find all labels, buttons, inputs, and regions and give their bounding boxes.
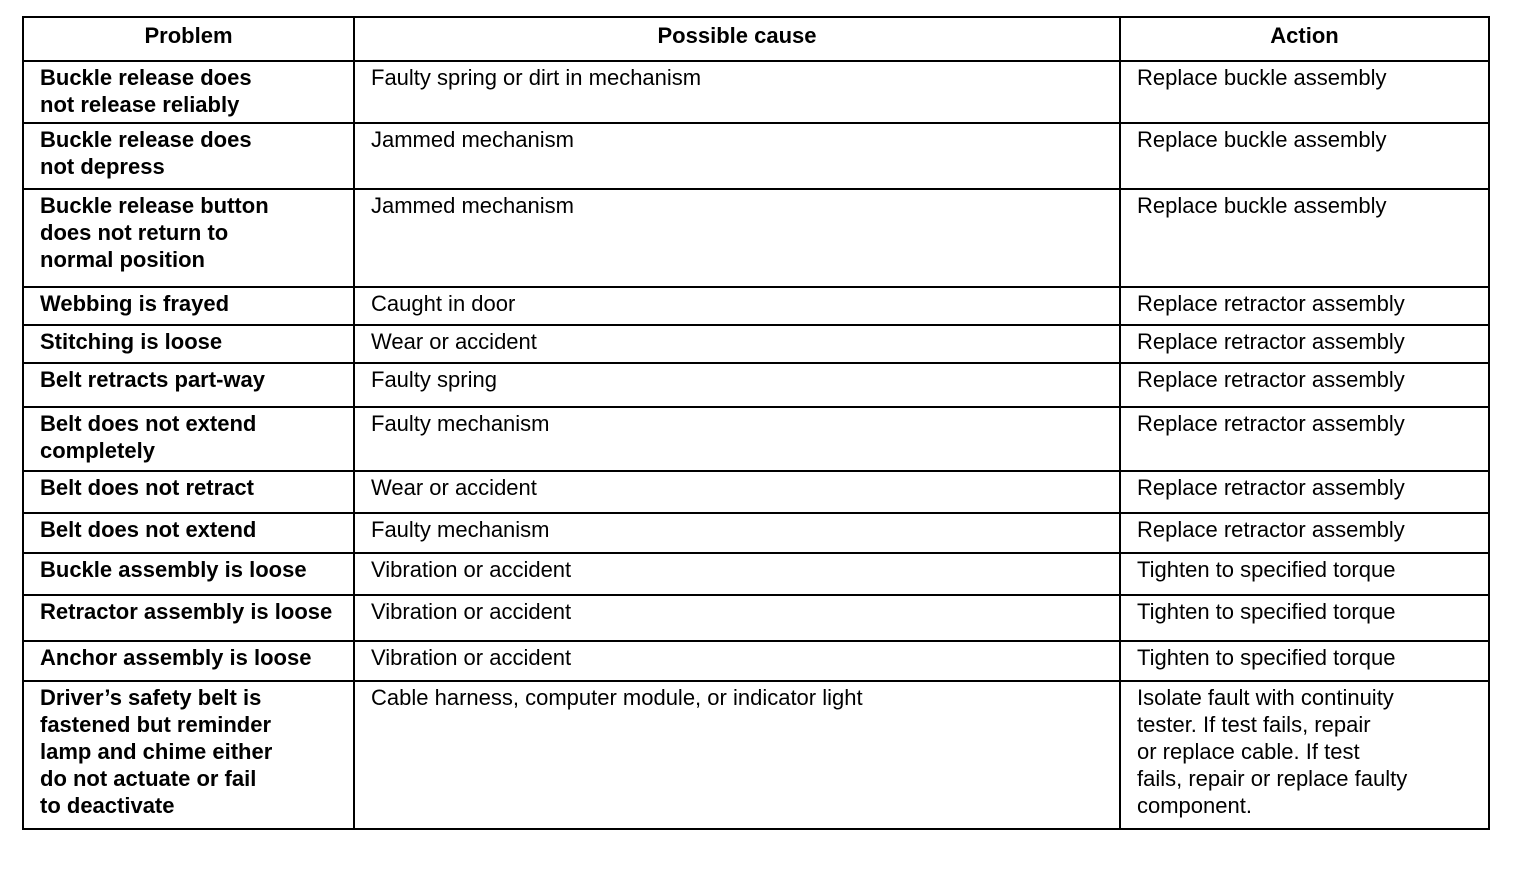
table-row — [23, 325, 1489, 363]
problem-text-line: lamp and chime either — [40, 739, 273, 764]
problem-text-line: Buckle release button — [40, 193, 269, 218]
table-row — [23, 61, 1489, 123]
action-cell — [1120, 123, 1489, 189]
problem-text-line: Retractor assembly is loose — [40, 599, 333, 624]
cause-text-line: Wear or accident — [371, 329, 537, 354]
action-text-line: Replace retractor assembly — [1137, 291, 1405, 316]
problem-cell — [23, 513, 354, 553]
problem-cell — [23, 471, 354, 513]
table-row — [23, 513, 1489, 553]
cause-cell — [354, 681, 1120, 829]
table-row — [23, 123, 1489, 189]
table-body — [23, 61, 1489, 829]
action-cell — [1120, 681, 1489, 829]
cause-cell — [354, 553, 1120, 595]
cause-cell — [354, 287, 1120, 325]
action-cell — [1120, 595, 1489, 641]
problem-text-line: Buckle release does — [40, 65, 252, 90]
troubleshooting-table — [22, 16, 1490, 830]
table-row — [23, 189, 1489, 287]
cause-text-line: Wear or accident — [371, 475, 537, 500]
problem-cell — [23, 595, 354, 641]
cause-cell — [354, 513, 1120, 553]
problem-cell — [23, 287, 354, 325]
problem-text-line: Driver’s safety belt is — [40, 685, 262, 710]
problem-cell — [23, 641, 354, 681]
cause-cell — [354, 595, 1120, 641]
problem-text-line: Buckle assembly is loose — [40, 557, 307, 582]
action-text-line: Replace retractor assembly — [1137, 411, 1405, 436]
problem-text-line: Belt does not retract — [40, 475, 254, 500]
cause-text-line: Faulty spring — [371, 367, 497, 392]
cause-cell — [354, 325, 1120, 363]
action-text-line: Isolate fault with continuity — [1137, 685, 1394, 710]
problem-cell — [23, 553, 354, 595]
action-cell — [1120, 641, 1489, 681]
problem-text-line: not release reliably — [40, 92, 240, 117]
action-text-line: Replace retractor assembly — [1137, 329, 1405, 354]
problem-text-line: to deactivate — [40, 793, 175, 818]
cause-text-line: Cable harness, computer module, or indicator light — [371, 685, 863, 710]
cause-text-line: Vibration or accident — [371, 645, 572, 670]
problem-text-line: Buckle release does — [40, 127, 252, 152]
header-row — [23, 17, 1489, 61]
table-row — [23, 681, 1489, 829]
cause-text-line: Vibration or accident — [371, 557, 572, 582]
problem-cell — [23, 325, 354, 363]
table-row — [23, 363, 1489, 407]
cause-cell — [354, 363, 1120, 407]
problem-cell — [23, 123, 354, 189]
action-cell — [1120, 553, 1489, 595]
action-cell — [1120, 325, 1489, 363]
cause-cell — [354, 641, 1120, 681]
action-text-line: fails, repair or replace faulty — [1137, 766, 1408, 791]
action-cell — [1120, 363, 1489, 407]
cause-text-line: Faulty mechanism — [371, 517, 550, 542]
cause-cell — [354, 407, 1120, 471]
cause-cell — [354, 61, 1120, 123]
cause-text-line: Jammed mechanism — [371, 127, 574, 152]
problem-text-line: Stitching is loose — [40, 329, 223, 354]
action-text-line: Replace retractor assembly — [1137, 517, 1405, 542]
action-text-line: Replace buckle assembly — [1137, 127, 1387, 152]
problem-text-line: Anchor assembly is loose — [40, 645, 312, 670]
action-cell — [1120, 407, 1489, 471]
action-text-line: Replace retractor assembly — [1137, 475, 1405, 500]
cause-cell — [354, 123, 1120, 189]
action-cell — [1120, 471, 1489, 513]
table-row — [23, 641, 1489, 681]
header-problem: Problem — [23, 17, 354, 61]
problem-text-line: completely — [40, 438, 155, 463]
action-cell — [1120, 287, 1489, 325]
action-text-line: Replace buckle assembly — [1137, 65, 1387, 90]
action-text-line: Tighten to specified torque — [1137, 645, 1396, 670]
cause-text-line: Caught in door — [371, 291, 516, 316]
table-row — [23, 595, 1489, 641]
cause-text-line: Faulty spring or dirt in mechanism — [371, 65, 702, 90]
action-text-line: Replace retractor assembly — [1137, 367, 1405, 392]
cause-text-line: Jammed mechanism — [371, 193, 574, 218]
action-text-line: Replace buckle assembly — [1137, 193, 1387, 218]
cause-cell — [354, 471, 1120, 513]
action-text-line: component. — [1137, 793, 1252, 818]
header-possible-cause: Possible cause — [354, 17, 1120, 61]
action-text-line: tester. If test fails, repair — [1137, 712, 1371, 737]
problem-cell — [23, 407, 354, 471]
table-row — [23, 407, 1489, 471]
table-row — [23, 287, 1489, 325]
action-text-line: Tighten to specified torque — [1137, 599, 1396, 624]
table-header — [23, 17, 1489, 61]
problem-text-line: does not return to — [40, 220, 229, 245]
cause-cell — [354, 189, 1120, 287]
problem-text-line: normal position — [40, 247, 205, 272]
action-cell — [1120, 61, 1489, 123]
problem-cell — [23, 681, 354, 829]
header-action: Action — [1120, 17, 1489, 61]
action-text-line: or replace cable. If test — [1137, 739, 1360, 764]
action-cell — [1120, 189, 1489, 287]
problem-text-line: Belt retracts part-way — [40, 367, 265, 392]
action-text-line: Tighten to specified torque — [1137, 557, 1396, 582]
problem-text-line: fastened but reminder — [40, 712, 272, 737]
problem-text-line: Belt does not extend — [40, 517, 257, 542]
table-row — [23, 553, 1489, 595]
problem-text-line: Belt does not extend — [40, 411, 257, 436]
problem-cell — [23, 363, 354, 407]
problem-text-line: not depress — [40, 154, 165, 179]
cause-text-line: Faulty mechanism — [371, 411, 550, 436]
problem-cell — [23, 61, 354, 123]
problem-text-line: do not actuate or fail — [40, 766, 257, 791]
cause-text-line: Vibration or accident — [371, 599, 572, 624]
table-row — [23, 471, 1489, 513]
action-cell — [1120, 513, 1489, 553]
problem-cell — [23, 189, 354, 287]
problem-text-line: Webbing is frayed — [40, 291, 230, 316]
